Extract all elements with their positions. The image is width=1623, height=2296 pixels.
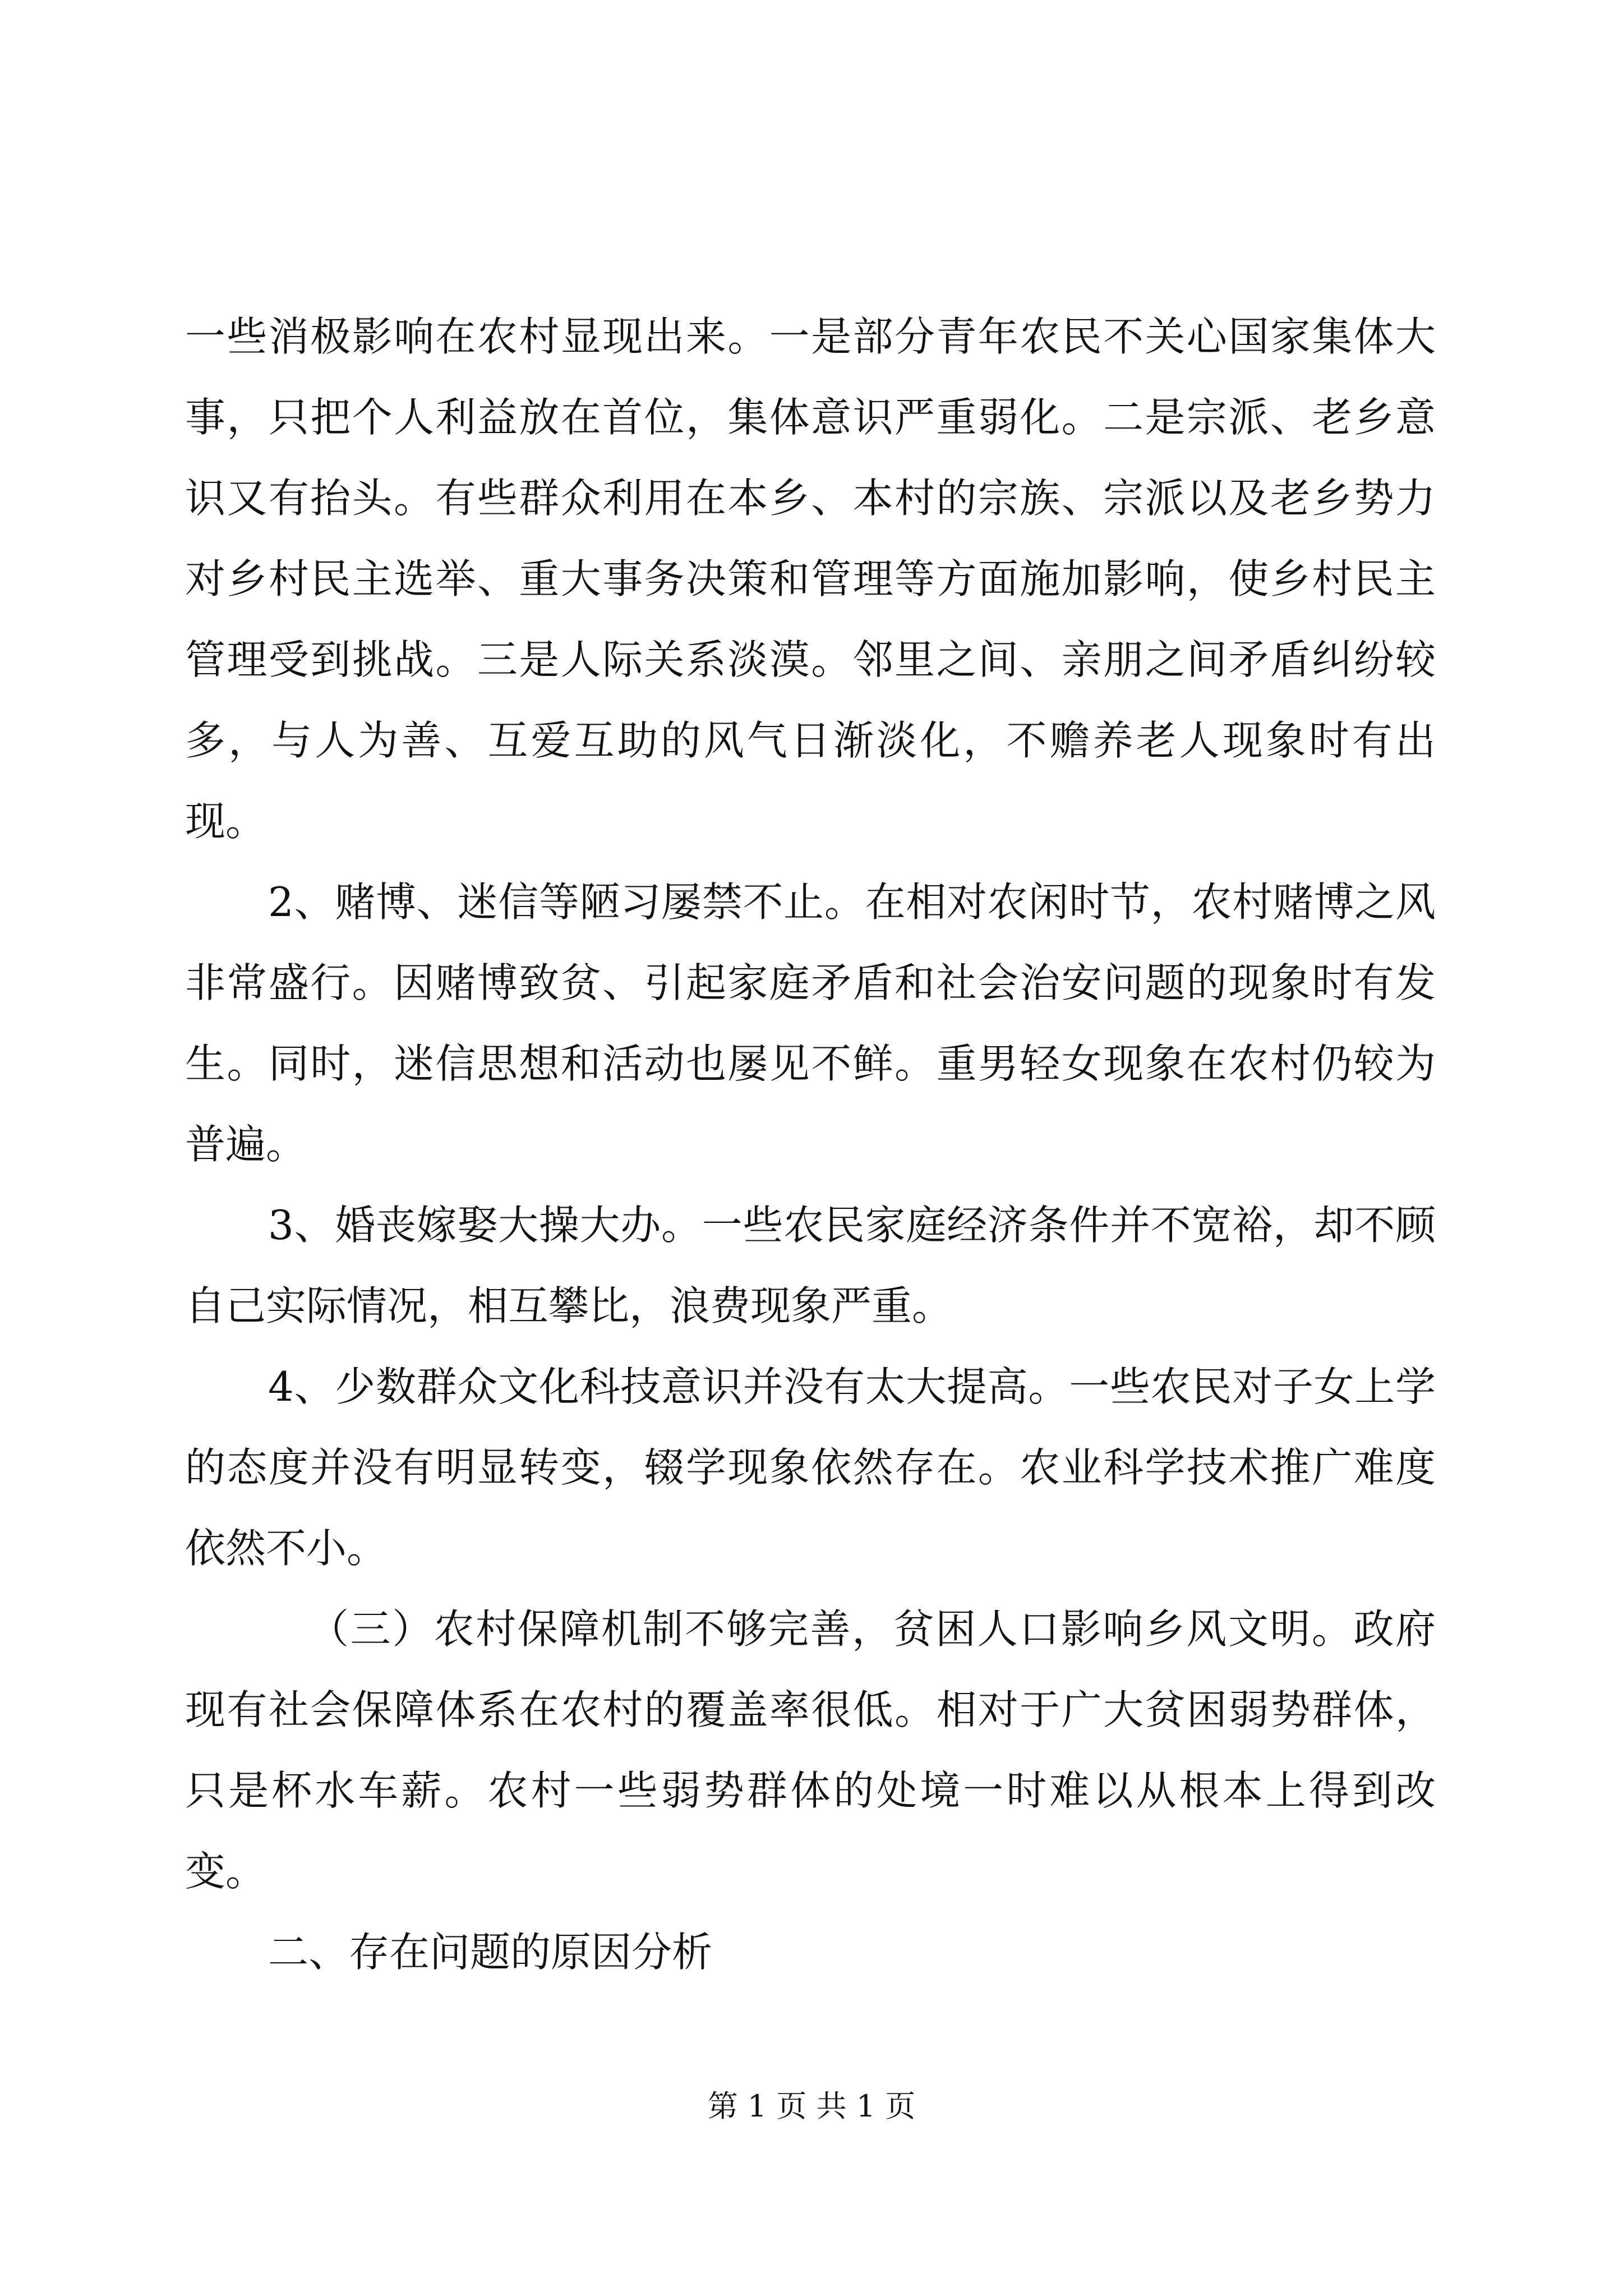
document-body [185, 296, 1436, 1993]
section-heading-cause-analysis: 二、存在问题的原因分析 [268, 1929, 713, 1976]
paragraph-science-awareness: 4、少数群众文化科技意识并没有太大提高。一些农民对子女上学的态度并没有明显转变，辍学现象依然存在。农业科学技术推广难度依然不小。 [185, 1363, 1436, 1572]
paragraph-security-mechanism: （三）农村保障机制不够完善，贫困人口影响乡风文明。政府现有社会保障体系在农村的覆盖率很低。相对于广大贫困弱势群体，只是杯水车薪。农村一些弱势群体的处境一时难以从根本上得到改变。 [185, 1605, 1436, 1895]
page-footer: 第 1 页 共 1 页 [707, 2088, 916, 2124]
paragraph-weddings-funerals: 3、婚丧嫁娶大操大办。一些农民家庭经济条件并不宽裕，却不顾自己实际情况，相互攀比，浪费现象严重。 [185, 1202, 1436, 1329]
paragraph-gambling-superstition: 2、赌博、迷信等陋习屡禁不止。在相对农闲时节，农村赌博之风非常盛行。因赌博致贫、引起家庭矛盾和社会治安问题的现象时有发生。同时，迷信思想和活动也屡见不鲜。重男轻女现象在农村仍较为普遍。 [185, 878, 1436, 1168]
paragraph-continuation: 一些消极影响在农村显现出来。一是部分青年农民不关心国家集体大事，只把个人利益放在首位，集体意识严重弱化。二是宗派、老乡意识又有抬头。有些群众利用在本乡、本村的宗族、宗派以及老乡势力对乡村民主选举、重大事务决策和管理等方面施加影响，使乡村民主管理受到挑战。三是人际关系淡漠。邻里之间、亲朋之间矛盾纠纷较多，与人为善、互爱互助的风气日渐淡化，不赡养老人现象时有出现。 [185, 313, 1436, 845]
